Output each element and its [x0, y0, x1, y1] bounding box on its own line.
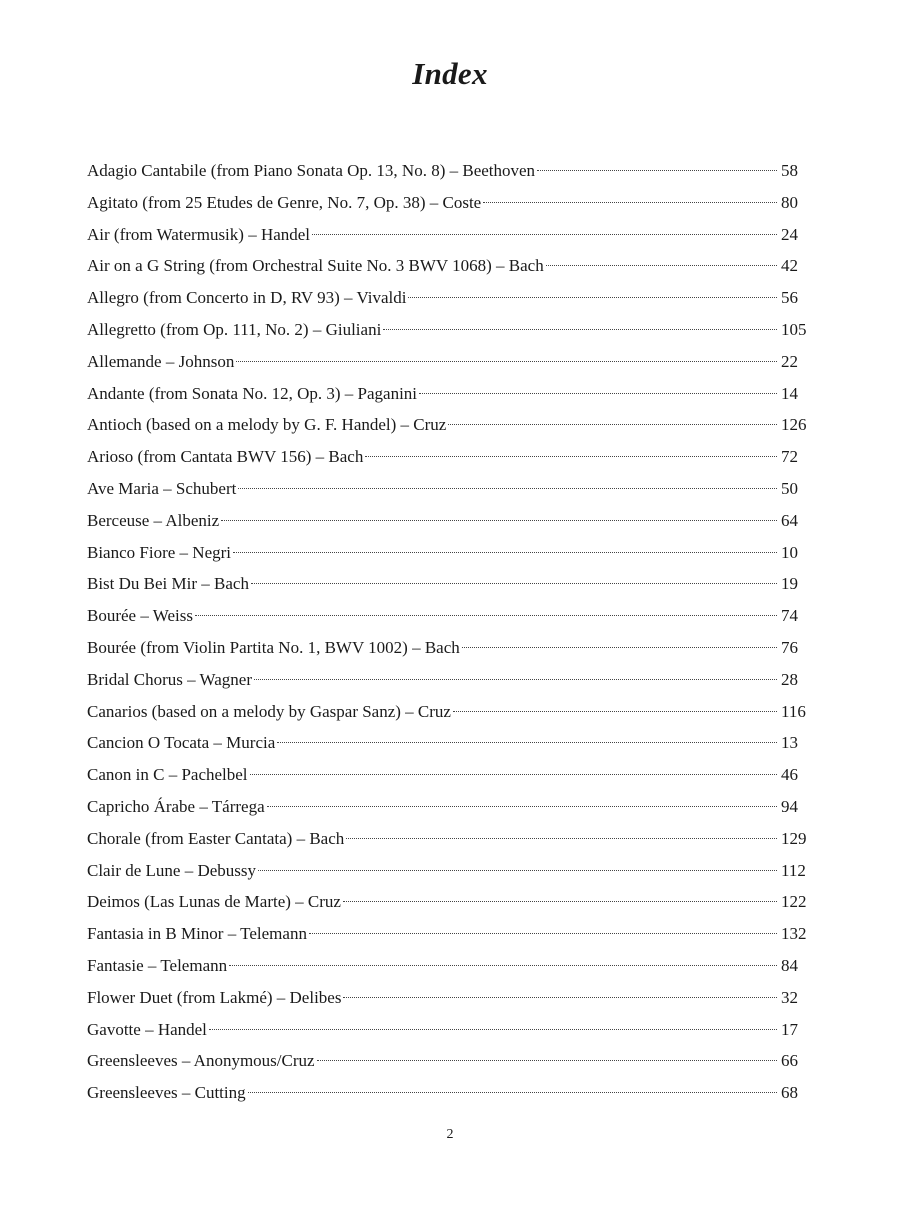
- dot-leader: [195, 615, 777, 616]
- index-entry: [87, 346, 815, 378]
- entry-title: Arioso (from Cantata BWV 156) – Bach: [87, 447, 364, 467]
- entry-title: Greensleeves – Cutting: [87, 1083, 246, 1103]
- index-entry: [87, 314, 815, 346]
- entry-page-number: 14: [781, 383, 798, 403]
- dot-leader: [236, 361, 777, 362]
- entry-title: Ave Maria – Schubert: [87, 478, 237, 498]
- dot-leader: [408, 297, 777, 298]
- dot-leader: [277, 742, 777, 743]
- entry-page-number: 28: [781, 669, 798, 689]
- index-entry: [87, 282, 815, 314]
- dot-leader: [483, 202, 777, 203]
- entry-page-number: 58: [781, 161, 798, 180]
- index-entry: [87, 505, 815, 537]
- entry-title: Gavotte – Handel: [87, 1019, 207, 1039]
- entry-page-number: 19: [781, 574, 798, 594]
- entry-page-number: 122: [781, 892, 807, 912]
- entry-title: Canarios (based on a melody by Gaspar Sanz) – Cruz: [87, 701, 451, 721]
- dot-leader: [229, 965, 777, 966]
- entry-title: Bist Du Bei Mir – Bach: [87, 574, 249, 594]
- index-entry: [87, 568, 815, 600]
- page-title: Index: [412, 56, 488, 91]
- dot-leader: [365, 456, 777, 457]
- entry-page-number: 94: [781, 796, 798, 816]
- entry-page-number: 64: [781, 510, 798, 530]
- index-entry: [87, 1014, 815, 1046]
- index-entry: [87, 886, 815, 918]
- dot-leader: [267, 806, 777, 807]
- index-entry: [87, 1077, 815, 1109]
- entry-page-number: 74: [781, 606, 798, 626]
- dot-leader: [250, 774, 777, 775]
- dot-leader: [546, 265, 777, 266]
- entry-title: Air (from Watermusik) – Handel: [87, 224, 311, 244]
- entry-page-number: 72: [781, 447, 798, 467]
- entry-title: Fantasie – Telemann: [87, 955, 228, 975]
- index-entry: [87, 378, 815, 410]
- dot-leader: [448, 424, 777, 425]
- index-entry: [87, 155, 815, 187]
- entry-title: Air on a G String (from Orchestral Suite No. 3 BWV 1068) – Bach: [87, 256, 544, 276]
- entry-title: Canon in C – Pachelbel: [87, 765, 248, 785]
- entry-title: Greensleeves – Anonymous/Cruz: [87, 1051, 315, 1071]
- index-entry: [87, 409, 815, 441]
- entry-page-number: 76: [781, 637, 798, 657]
- dot-leader: [209, 1029, 777, 1030]
- dot-leader: [312, 234, 777, 235]
- index-entry: [87, 441, 815, 473]
- dot-leader: [233, 552, 777, 553]
- entry-title: Bourée – Weiss: [87, 606, 193, 626]
- page-number: 2: [446, 1127, 454, 1142]
- entry-title: Bourée (from Violin Partita No. 1, BWV 1002) – Bach: [87, 637, 460, 657]
- dot-leader: [343, 901, 777, 902]
- index-entry: [87, 982, 815, 1014]
- entry-page-number: 17: [781, 1019, 798, 1039]
- entry-title: Deimos (Las Lunas de Marte) – Cruz: [87, 892, 341, 912]
- dot-leader: [317, 1060, 777, 1061]
- dot-leader: [419, 393, 777, 394]
- entry-page-number: 42: [781, 256, 798, 276]
- entry-page-number: 22: [781, 351, 798, 371]
- entry-page-number: 105: [781, 319, 807, 339]
- entry-page-number: 80: [781, 192, 798, 212]
- index-entry: [87, 791, 815, 823]
- entry-page-number: 132: [781, 924, 807, 944]
- index-entry: [87, 187, 815, 219]
- dot-leader: [343, 997, 777, 998]
- index-entry: [87, 950, 815, 982]
- index-entry: [87, 219, 815, 251]
- entry-title: Andante (from Sonata No. 12, Op. 3) – Paganini: [87, 383, 418, 403]
- index-entry: [87, 632, 815, 664]
- entry-title: Flower Duet (from Lakmé) – Delibes: [87, 987, 342, 1007]
- entry-title: Cancion O Tocata – Murcia: [87, 733, 276, 753]
- index-entry: [87, 696, 815, 728]
- entry-page-number: 32: [781, 987, 798, 1007]
- dot-leader: [251, 583, 777, 584]
- index-entry: [87, 1045, 815, 1077]
- entry-title: Fantasia in B Minor – Telemann: [87, 924, 307, 944]
- entry-page-number: 66: [781, 1051, 798, 1071]
- entry-page-number: 112: [781, 860, 806, 880]
- entry-title: Clair de Lune – Debussy: [87, 860, 257, 880]
- index-entry: [87, 664, 815, 696]
- dot-leader: [453, 711, 777, 712]
- entry-title: Allegro (from Concerto in D, RV 93) – Vivaldi: [87, 288, 407, 308]
- entry-page-number: 24: [781, 224, 798, 244]
- dot-leader: [309, 933, 777, 934]
- entry-page-number: 129: [781, 828, 807, 848]
- entry-title: Bianco Fiore – Negri: [87, 542, 231, 562]
- entry-title: Bridal Chorus – Wagner: [87, 669, 252, 689]
- entry-title: Chorale (from Easter Cantata) – Bach: [87, 828, 345, 848]
- entry-title: Antioch (based on a melody by G. F. Handel) – Cruz: [87, 415, 447, 435]
- entry-title: Berceuse – Albeniz: [87, 510, 220, 530]
- index-entry: [87, 855, 815, 887]
- dot-leader: [221, 520, 777, 521]
- index-entry: [87, 473, 815, 505]
- entry-page-number: 84: [781, 955, 798, 975]
- entry-page-number: 126: [781, 415, 807, 435]
- index-entry: [87, 537, 815, 569]
- entry-title: Agitato (from 25 Etudes de Genre, No. 7, Op. 38) – Coste: [87, 192, 482, 212]
- index-entry: [87, 918, 815, 950]
- entry-title: Allemande – Johnson: [87, 351, 235, 371]
- entry-page-number: 50: [781, 478, 798, 498]
- entry-title: Allegretto (from Op. 111, No. 2) – Giuliani: [87, 319, 382, 339]
- entry-page-number: 10: [781, 542, 798, 562]
- dot-leader: [238, 488, 777, 489]
- dot-leader: [346, 838, 777, 839]
- dot-leader: [254, 679, 777, 680]
- dot-leader: [383, 329, 777, 330]
- dot-leader: [258, 870, 777, 871]
- index-entry: [87, 759, 815, 791]
- entry-page-number: 13: [781, 733, 798, 753]
- index-list: [87, 155, 815, 1109]
- entry-page-number: 56: [781, 288, 798, 308]
- entry-page-number: 68: [781, 1083, 798, 1103]
- index-entry: [87, 250, 815, 282]
- index-entry: [87, 600, 815, 632]
- dot-leader: [248, 1092, 777, 1093]
- dot-leader: [462, 647, 777, 648]
- entry-page-number: 46: [781, 765, 798, 785]
- entry-title: Capricho Árabe – Tárrega: [87, 796, 265, 816]
- index-entry: [87, 727, 815, 759]
- entry-page-number: 116: [781, 701, 806, 721]
- index-entry: [87, 823, 815, 855]
- dot-leader: [537, 170, 777, 171]
- entry-title: Adagio Cantabile (from Piano Sonata Op. 13, No. 8) – Beethoven: [87, 161, 536, 180]
